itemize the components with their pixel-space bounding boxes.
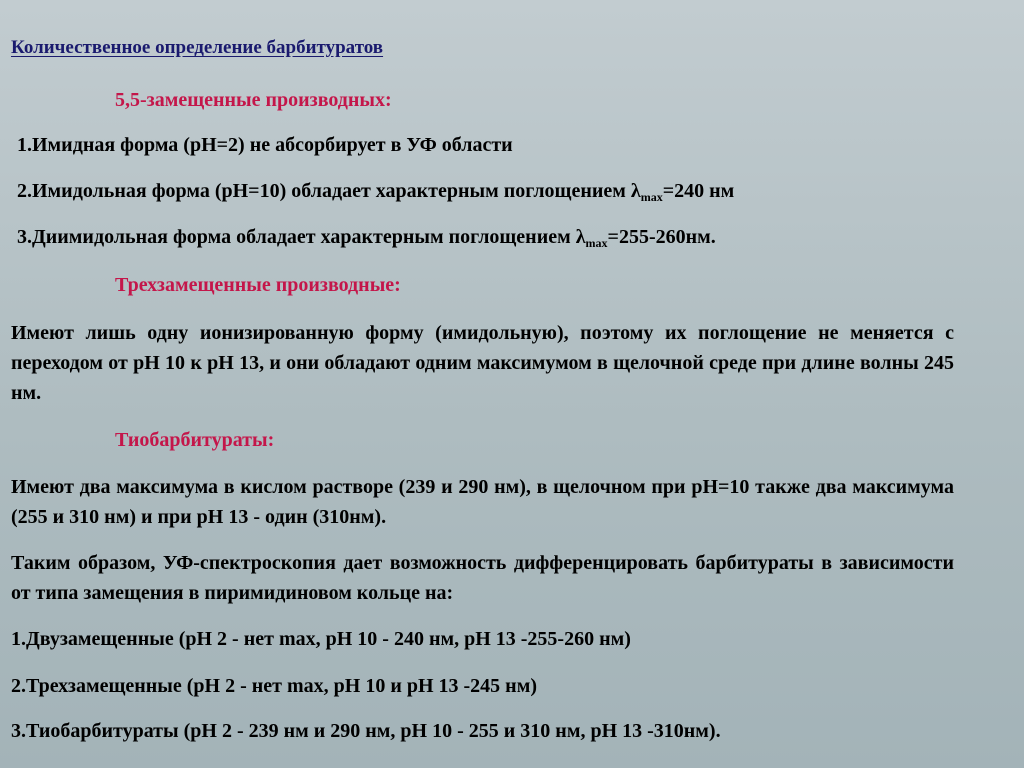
diimidol-value: =255-260нм. [607, 226, 716, 248]
slide-title: Количественное определение барбитуратов [11, 37, 384, 58]
subheading-thiobarbiturates: Тиобарбитураты: [115, 429, 275, 451]
lambda-max-subscript: max [640, 190, 663, 204]
conclusion-item-disubstituted: 1.Двузамещенные (рН 2 - нет max, рН 10 - 240 нм, рН 13 -255-260 нм) [11, 628, 631, 650]
list-item-imidol-form [17, 180, 734, 205]
list-item-diimidol-form [17, 226, 716, 251]
paragraph-trisubstituted: Имеют лишь одну ионизированную форму (имидольную), поэтому их поглощение не меняется с переходом от рН 10 к рН 13, и они обладают одним максимумом в щелочной среде при длине волны 245 нм. [11, 322, 954, 404]
diimidol-text: 3.Диимидольная форма обладает характерным поглощением λ [17, 226, 586, 248]
conclusion-item-thiobarbiturates: 3.Тиобарбитураты (рН 2 - 239 нм и 290 нм, рН 10 - 255 и 310 нм, рН 13 -310нм). [11, 720, 721, 742]
imidol-value: =240 нм [662, 180, 735, 202]
subheading-5-5-substituted: 5,5-замещенные производных: [115, 89, 392, 111]
lambda-max-subscript: max [585, 236, 608, 250]
imidol-text: 2.Имидольная форма (рН=10) обладает характерным поглощением λ [17, 180, 641, 202]
subheading-trisubstituted: Трехзамещенные производные: [115, 274, 401, 296]
conclusion-item-trisubstituted: 2.Трехзамещенные (рН 2 - нет max, рН 10 и рН 13 -245 нм) [11, 675, 537, 697]
paragraph-thiobarbiturates: Имеют два максимума в кислом растворе (239 и 290 нм), в щелочном при рН=10 также два максимума (255 и 310 нм) и при рН 13 - один (310нм). [11, 476, 954, 528]
paragraph-conclusion: Таким образом, УФ-спектроскопия дает возможность дифференцировать барбитураты в зависимости от типа замещения в пиримидиновом кольце на: [11, 552, 954, 604]
list-item-imide-form: 1.Имидная форма (рН=2) не абсорбирует в УФ области [17, 134, 513, 156]
